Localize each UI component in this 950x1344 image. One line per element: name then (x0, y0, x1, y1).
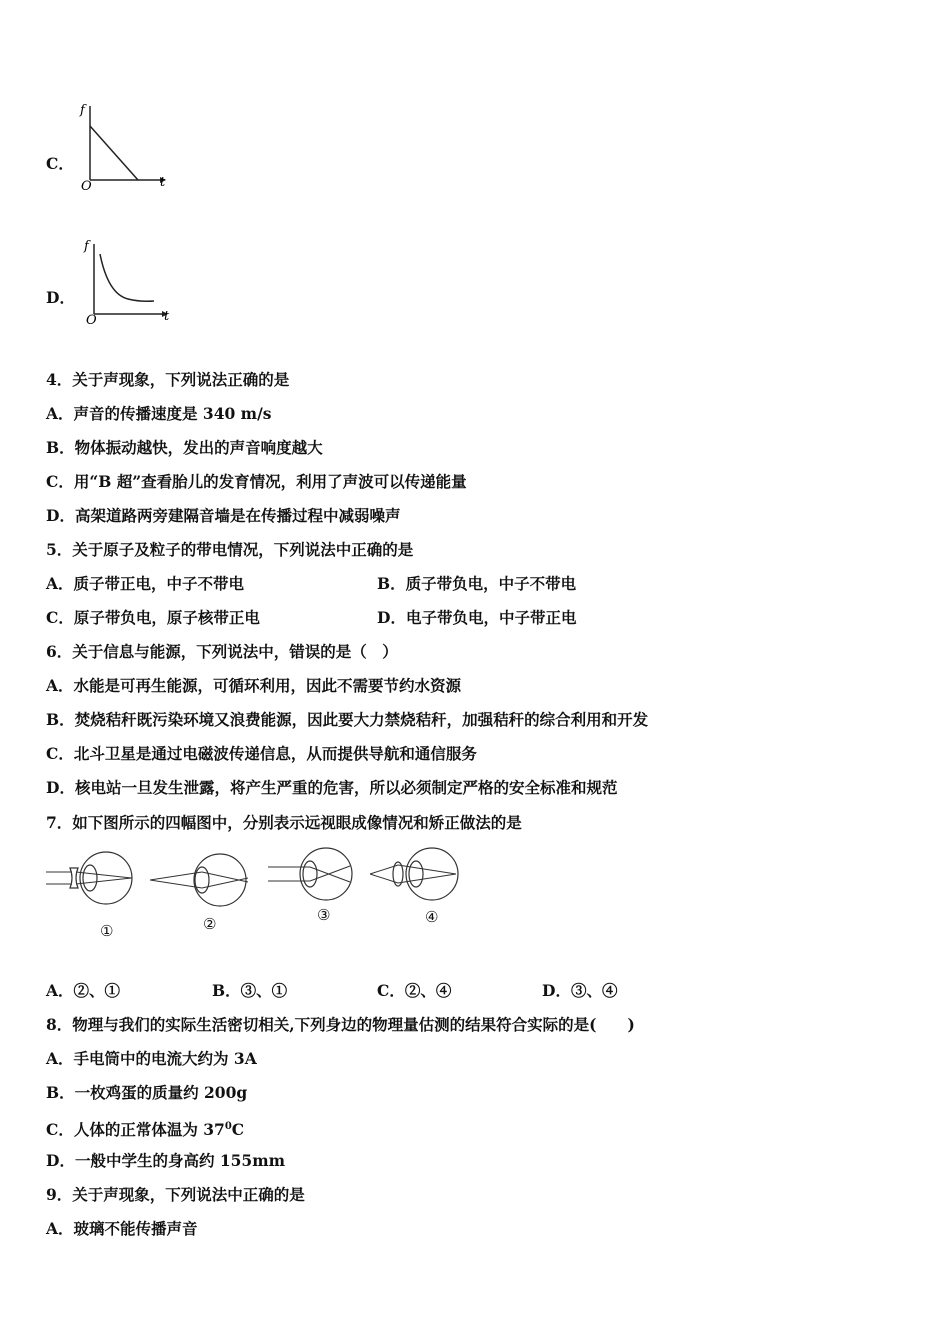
q8-option-d: D．一般中学生的身高约 155mm (46, 1151, 285, 1170)
q4-option-d: D．高架道路两旁建隔音墙是在传播过程中减弱噪声 (46, 506, 401, 525)
q9-stem: 9．关于声现象，下列说法中正确的是 (46, 1185, 305, 1204)
eye-diagram-4 (368, 846, 468, 906)
option-c-label: C． (46, 154, 74, 173)
q7-option-a: A．②、① (46, 981, 121, 1000)
axis-f-label: f (84, 239, 89, 254)
eye-diagram-4-label: ④ (425, 908, 439, 926)
graph-d-curve-decrease (78, 236, 178, 331)
q5-stem: 5．关于原子及粒子的带电情况，下列说法中正确的是 (46, 540, 414, 559)
graph-c-linear-decrease (76, 100, 176, 195)
q4-option-a: A．声音的传播速度是 340 m/s (46, 404, 272, 423)
eye-diagram-3 (266, 846, 366, 906)
q6-option-b: B．焚烧秸秆既污染环境又浪费能源，因此要大力禁烧秸秆，加强秸秆的综合利用和开发 (46, 710, 649, 729)
q7-option-b: B．③、① (212, 981, 288, 1000)
eye-diagram-1 (44, 848, 139, 908)
eye-diagram-2-label: ② (203, 915, 217, 933)
q5-option-a: A．质子带正电，中子不带电 (46, 574, 245, 593)
q4-option-b: B．物体振动越快，发出的声音响度越大 (46, 438, 323, 457)
q8-option-c-text: C．人体的正常体温为 37 (46, 1120, 225, 1140)
axis-o-label: O (86, 313, 97, 328)
q5-option-b: B．质子带负电，中子不带电 (377, 574, 577, 593)
q8-option-c-unit: C (231, 1120, 245, 1140)
q5-option-c: C．原子带负电，原子核带正电 (46, 608, 260, 627)
q6-stem: 6．关于信息与能源，下列说法中，错误的是（ ） (46, 642, 398, 661)
eye-diagram-3-label: ③ (317, 906, 331, 924)
q8-option-c (46, 1117, 244, 1140)
q8-option-a: A．手电筒中的电流大约为 3A (46, 1049, 257, 1068)
axis-o-label: O (81, 179, 92, 194)
q7-stem: 7．如下图所示的四幅图中，分别表示远视眼成像情况和矫正做法的是 (46, 813, 522, 832)
q8-stem: 8．物理与我们的实际生活密切相关,下列身边的物理量估测的结果符合实际的是( ) (46, 1015, 635, 1034)
q4-stem: 4．关于声现象，下列说法正确的是 (46, 370, 290, 389)
eye-diagram-2 (148, 852, 253, 912)
q7-option-c: C．②、④ (377, 981, 452, 1000)
q6-option-c: C．北斗卫星是通过电磁波传递信息，从而提供导航和通信服务 (46, 744, 477, 763)
q9-option-a: A．玻璃不能传播声音 (46, 1219, 198, 1238)
option-d-label: D． (46, 288, 75, 307)
q8-option-b: B．一枚鸡蛋的质量约 200g (46, 1083, 248, 1102)
q7-option-d: D．③、④ (542, 981, 618, 1000)
q6-option-d: D．核电站一旦发生泄露，将产生严重的危害，所以必须制定严格的安全标准和规范 (46, 778, 618, 797)
degree-superscript: 0 (224, 1121, 232, 1132)
eye-diagram-1-label: ① (100, 922, 114, 940)
q6-option-a: A．水能是可再生能源，可循环利用，因此不需要节约水资源 (46, 676, 462, 695)
q4-option-c: C．用“B 超”查看胎儿的发育情况，利用了声波可以传递能量 (46, 472, 467, 491)
axis-t-label: t (160, 175, 166, 190)
q5-option-d: D．电子带负电，中子带正电 (377, 608, 577, 627)
axis-f-label: f (80, 103, 85, 118)
axis-t-label: t (164, 309, 170, 324)
